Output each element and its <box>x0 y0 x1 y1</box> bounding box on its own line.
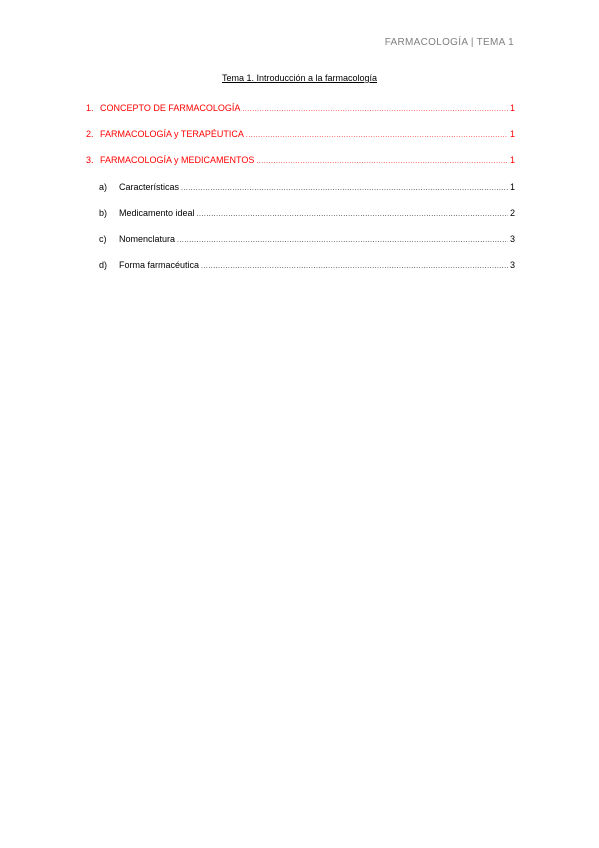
toc-entry-number: a) <box>99 182 108 192</box>
toc-entry-label: Medicamento ideal <box>119 208 195 218</box>
toc-entry-page: 1 <box>509 155 515 165</box>
toc-entry-label: Características <box>119 182 180 192</box>
toc-entry-nomenclatura[interactable] <box>99 233 515 245</box>
toc-entry-number: c) <box>99 234 107 244</box>
toc-entry-label: Forma farmacéutica <box>119 260 200 270</box>
toc-entry-number: 1. <box>86 103 94 113</box>
toc-dot-leader <box>197 209 508 221</box>
toc-dot-leader <box>242 104 508 116</box>
toc-entry-page: 3 <box>509 234 515 244</box>
toc-entry-label: Nomenclatura <box>119 234 176 244</box>
toc-entry-caracteristicas[interactable] <box>99 181 515 193</box>
toc-dot-leader <box>177 235 508 247</box>
toc-entry-number: b) <box>99 208 108 218</box>
toc-entry-medicamentos[interactable] <box>86 154 515 166</box>
toc-entry-forma-farmaceutica[interactable] <box>99 259 515 271</box>
toc-entry-page: 2 <box>509 208 515 218</box>
toc-entry-number: d) <box>99 260 108 270</box>
toc-entry-terapeutica[interactable] <box>86 128 515 140</box>
running-header: FARMACOLOGÍA | TEMA 1 <box>384 37 514 48</box>
toc-entry-label: FARMACOLOGÍA y MEDICAMENTOS <box>100 155 255 165</box>
toc-entry-number: 3. <box>86 155 94 165</box>
toc-entry-page: 1 <box>509 103 515 113</box>
toc-entry-label: CONCEPTO DE FARMACOLOGÍA <box>100 103 241 113</box>
toc-dot-leader <box>181 183 508 195</box>
toc-entry-concepto[interactable] <box>86 102 515 114</box>
toc-entry-label: FARMACOLOGÍA y TERAPÉUTICA <box>100 129 244 139</box>
toc-entry-page: 1 <box>509 129 515 139</box>
toc-entry-page: 1 <box>509 182 515 192</box>
toc-dot-leader <box>256 156 508 168</box>
toc-dot-leader <box>201 261 508 273</box>
toc-title: Tema 1. Introducción a la farmacología <box>221 73 378 83</box>
toc-dot-leader <box>246 130 508 142</box>
toc-entry-medicamento-ideal[interactable] <box>99 207 515 219</box>
toc-entry-page: 3 <box>509 260 515 270</box>
toc-entry-number: 2. <box>86 129 94 139</box>
